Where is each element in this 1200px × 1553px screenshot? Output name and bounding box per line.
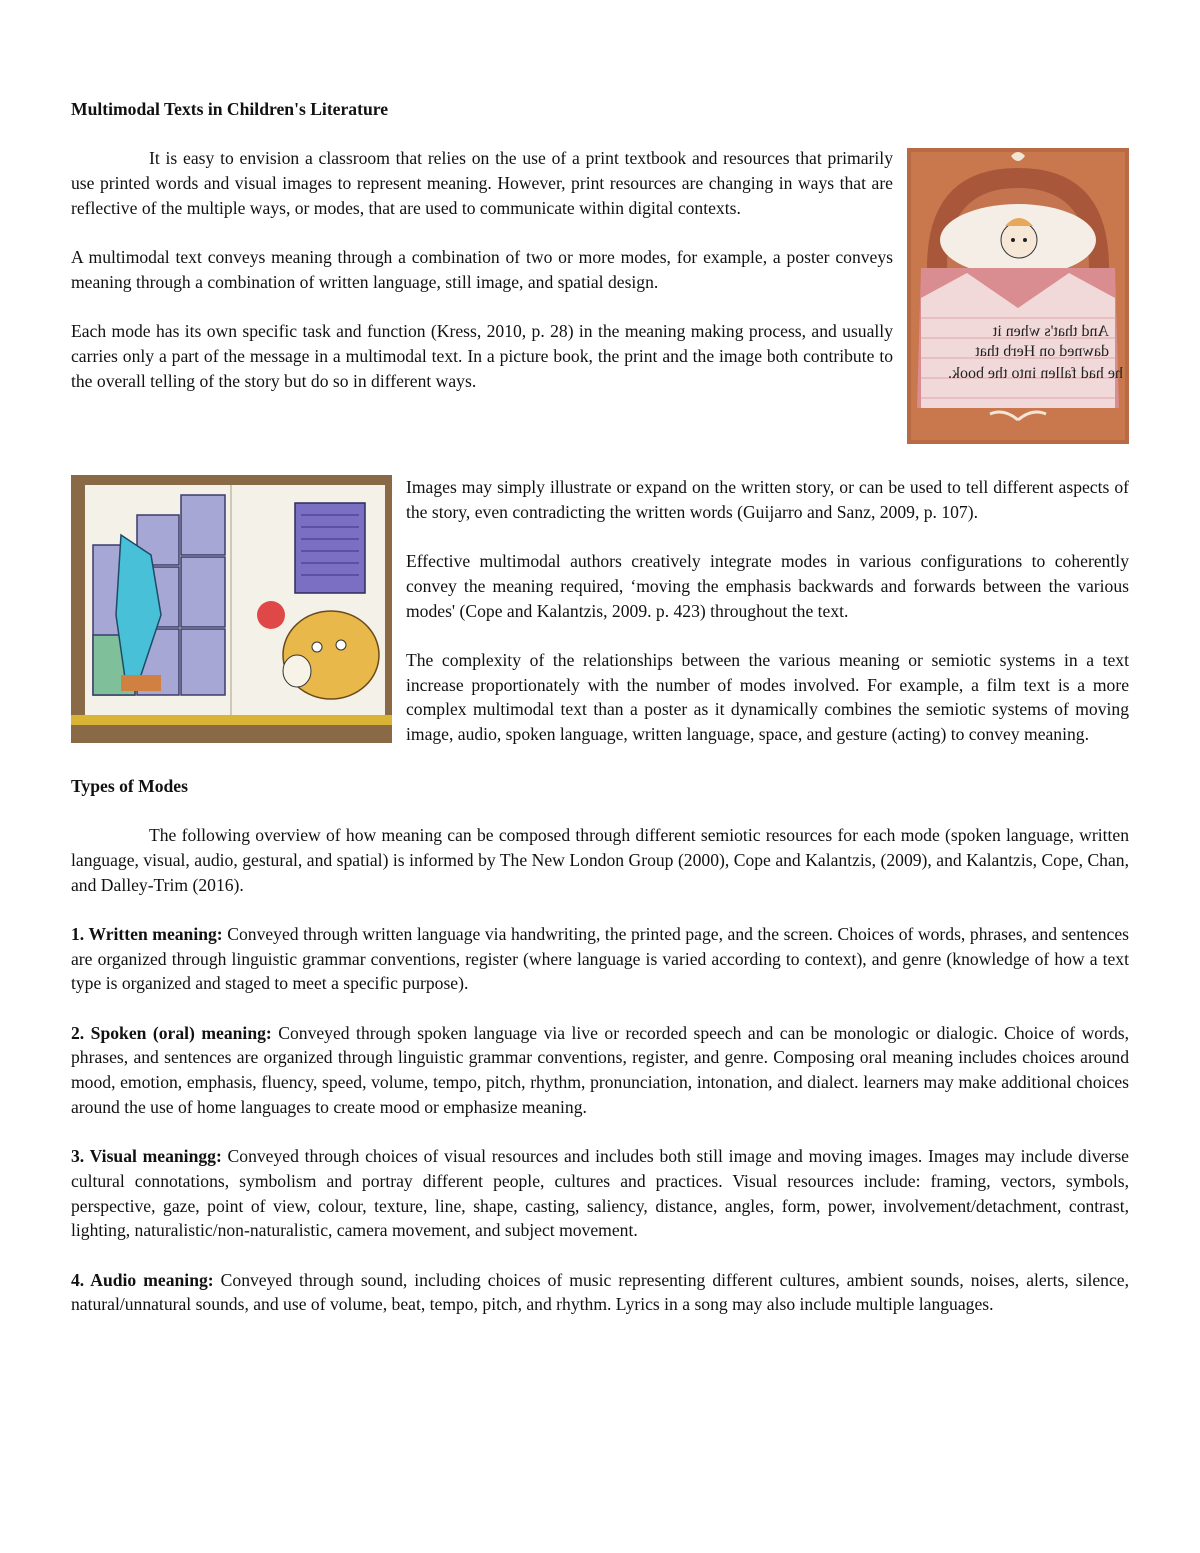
mode-label: 4. Audio meaning:: [71, 1269, 214, 1290]
intro-paragraph-6: The complexity of the relationships between the various meaning or semiotic systems in a text increase proportionately with the number of modes involved. For example, a film text is a more complex multimodal text than a poster as it dynamically combines the semiotic systems of moving image, audio, spoken language, written language, space, and gesture (acting) to convey meaning.: [406, 649, 1129, 745]
intro-paragraph-4: Images may simply illustrate or expand on the written story, or can be used to tell different aspects of the story, even contradicting the written words (Guijarro and Sanz, 2009, p. 107).: [406, 477, 1129, 522]
mode-text: Conveyed through spoken language via live or recorded speech and can be monologic or dialogic. Choice of words, phrases, and sentences are organized through linguistic grammar conventions, register, and genre. Composing oral meaning includes choices around mood, emotion, emphasis, fluency, speed, volume, tempo, pitch, rhythm, pronunciation, intonation, and dialect. learners may make additional choices around the use of home languages to create mood or emphasize meaning.: [71, 1022, 1129, 1117]
bed-caption-line-3: he had fallen into the book.: [947, 365, 1123, 383]
mode-item-written: [71, 922, 1129, 996]
mode-label: 2. Spoken (oral) meaning:: [71, 1022, 272, 1043]
mode-item-audio: [71, 1268, 1129, 1317]
document-body: [71, 97, 1129, 1317]
mode-text: Conveyed through choices of visual resources and includes both still image and moving images. Images may include diverse cultural connotations, symbolism and portray different people, cultures and practices. Visual resources include: framing, vectors, symbols, perspective, gaze, point of view, colour, texture, line, shape, casting, saliency, distance, angles, form, power, involvement/detachment, contrast, lighting, naturalistic/non-naturalistic, camera movement, and subject movement.: [71, 1146, 1129, 1241]
mode-label: 3. Visual meaningg:: [71, 1146, 222, 1167]
bed-illustration: [907, 148, 1129, 444]
picture-book-illustration: [71, 475, 392, 743]
mode-item-visual: [71, 1144, 1129, 1243]
document-title: Multimodal Texts in Children's Literature: [71, 99, 389, 119]
mode-item-spoken: [71, 1021, 1129, 1120]
mode-text: Conveyed through written language via handwriting, the printed page, and the screen. Choices of words, phrases, and sentences are organized through linguistic grammar conventions, register (where language is varied according to context), and genre (knowledge of how a text type is organized and staged to meet a specific purpose).: [71, 923, 1129, 994]
mode-label: 1. Written meaning:: [71, 923, 223, 944]
intro-paragraph-1: It is easy to envision a classroom that relies on the use of a print textbook and resources that primarily use printed words and visual images to represent meaning. However, print resources are changing in ways that are reflective of the multiple ways, or modes, that are used to communicate within digital contexts.: [71, 148, 893, 218]
intro-paragraph-5: Effective multimodal authors creatively integrate modes in various configurations to coherently convey the meaning required, ‘moving the emphasis backwards and forwards between the various modes' (Cope and Kalantzis, 2009. p. 423) throughout the text.: [406, 551, 1129, 621]
bed-caption-line-1: And that's when it: [992, 323, 1109, 341]
types-intro: The following overview of how meaning can be composed through different semiotic resources for each mode (spoken language, written language, visual, audio, gestural, and spatial) is informed by The New London Group (2000), Cope and Kalantzis, (2009), and Kalantzis, Cope, Chan, and Dalley-Trim (2016).: [71, 825, 1129, 895]
bed-caption-line-2: dawned on Herb that: [975, 343, 1109, 361]
intro-paragraph-3: Each mode has its own specific task and function (Kress, 2010, p. 28) in the meaning making process, and usually carries only a part of the message in a multimodal text. In a picture book, the print and the image both contribute to the overall telling of the story but do so in different ways.: [71, 321, 893, 391]
intro-paragraph-2: A multimodal text conveys meaning through a combination of two or more modes, for example, a poster conveys meaning through a combination of written language, still image, and spatial design.: [71, 247, 893, 292]
mode-text: Conveyed through sound, including choices of music representing different cultures, ambient sounds, noises, alerts, silence, natural/unnatural sounds, and use of volume, beat, tempo, pitch, and rhythm. Lyrics in a song may also include multiple languages.: [71, 1269, 1129, 1315]
types-heading: Types of Modes: [71, 775, 188, 796]
